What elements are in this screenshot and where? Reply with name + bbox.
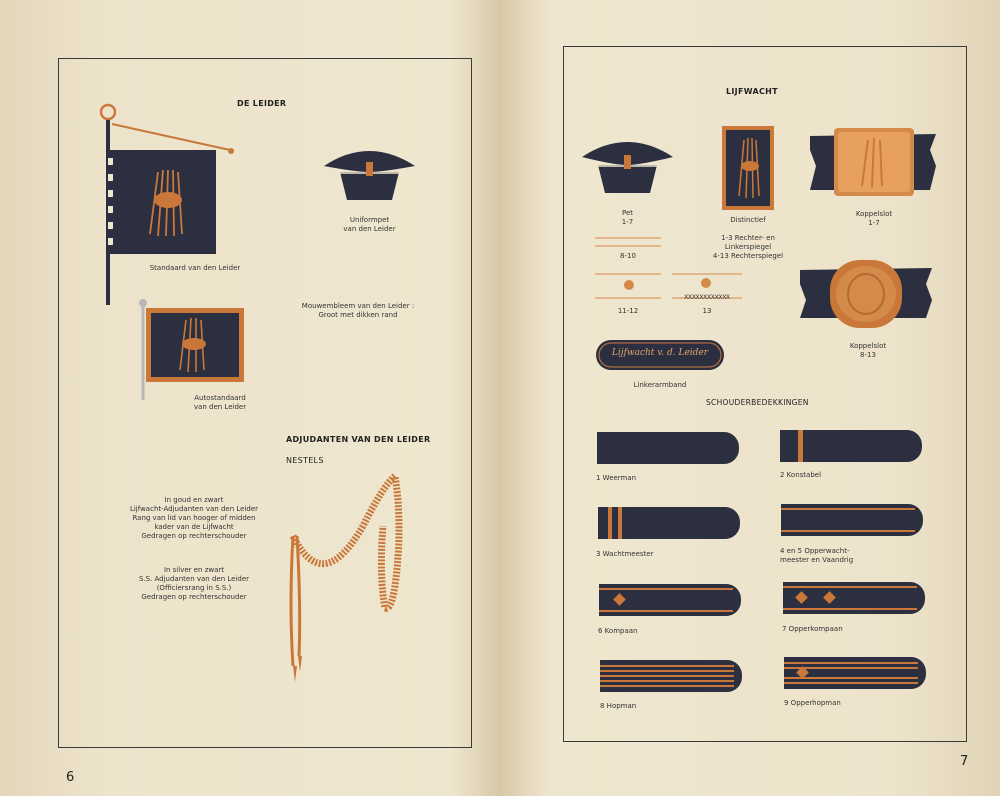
- rank-11-12-mark: [595, 272, 661, 300]
- shoulder-8-label: 8 Hopman: [600, 702, 637, 710]
- right-page-title: LIJFWACHT: [726, 87, 778, 96]
- shoulder-9-label: 9 Opperhopman: [784, 699, 841, 707]
- shoulder-title: SCHOUDERBEDEKKINGEN: [706, 398, 809, 407]
- rank-8-10-mark: [595, 236, 661, 248]
- shoulder-3-label: 3 Wachtmeester: [596, 550, 654, 558]
- nestels-title: NESTELS: [286, 456, 324, 465]
- shoulder-2-konstabel: [780, 430, 922, 462]
- lijfwacht-cap: [580, 133, 675, 195]
- distinctief-label: Distinctief: [730, 216, 766, 224]
- shoulder-6-label: 6 Kompaan: [598, 627, 638, 635]
- left-page-number: 6: [66, 770, 75, 785]
- rank-11-12-label: 11-12: [617, 307, 639, 315]
- left-page-title: DE LEIDER: [237, 99, 287, 108]
- shoulder-2-label: 2 Konstabel: [780, 471, 822, 479]
- shoulder-9-opperhopman: [784, 657, 926, 689]
- shoulder-1-label: 1 Weerman: [596, 474, 637, 482]
- cap-label: Uniformpet van den Leider: [343, 216, 396, 233]
- distinctief: [722, 126, 774, 210]
- standard-label: Standaard van den Leider: [149, 264, 241, 272]
- shoulder-4-5-label: 4 en 5 Opperwacht- meester en Vaandrig: [780, 547, 854, 564]
- rank-13-label: 13: [702, 307, 712, 315]
- shoulder-4-5-opperwachtmeester: [781, 504, 923, 536]
- shoulder-1-weerman: [597, 432, 739, 464]
- autostandard-label: Autostandaard van den Leider: [193, 394, 247, 411]
- gold-text: In goud en zwart Lijfwacht-Adjudanten van den Leider Rang van lid van hooger of midden kader van de Lijfwacht Gedragen op rechterschouder: [129, 496, 259, 540]
- shoulder-6-kompaan: [599, 584, 741, 616]
- shoulder-7-opperkompaan: [783, 582, 925, 614]
- leader-cap: [322, 142, 417, 202]
- koppelslot-1-7: [810, 126, 936, 198]
- pet-label: Pet 1-7: [621, 209, 634, 226]
- adjutants-title: ADJUDANTEN VAN DEN LEIDER: [286, 435, 431, 444]
- armband-label-right: Linkerarmband: [633, 381, 687, 389]
- right-page-number: 7: [960, 754, 969, 769]
- shoulder-3-wachtmeester: [598, 507, 740, 539]
- spiegel-label: 1-3 Rechter- en Linkerspiegel 4-13 Rechterspiegel: [712, 234, 784, 260]
- silver-text: In silver en zwart S.S. Adjudanten van den Leider (Officiersrang in S.S.) Gedragen op rechterschouder: [138, 566, 250, 601]
- leader-standard-flag: [98, 100, 238, 310]
- shoulder-7-label: 7 Opperkompaan: [782, 625, 843, 633]
- shoulder-8-hopman: [600, 660, 742, 692]
- armband-label-left: Mouwembleem van den Leider : Groot met dikken rand: [301, 302, 415, 319]
- koppelslot-8-13: [800, 256, 932, 332]
- koppelslot1-label: Koppelslot 1-7: [855, 210, 893, 227]
- rank-8-10-label: 8-10: [620, 252, 636, 260]
- aiguillette: [283, 466, 413, 688]
- rank-13-mark: XXXXXXXXXXXX: [684, 294, 730, 301]
- armband-text: Lijfwacht v. d. Leider: [611, 348, 709, 358]
- auto-standard: [134, 296, 249, 401]
- koppelslot2-label: Koppelslot 8-13: [849, 342, 887, 359]
